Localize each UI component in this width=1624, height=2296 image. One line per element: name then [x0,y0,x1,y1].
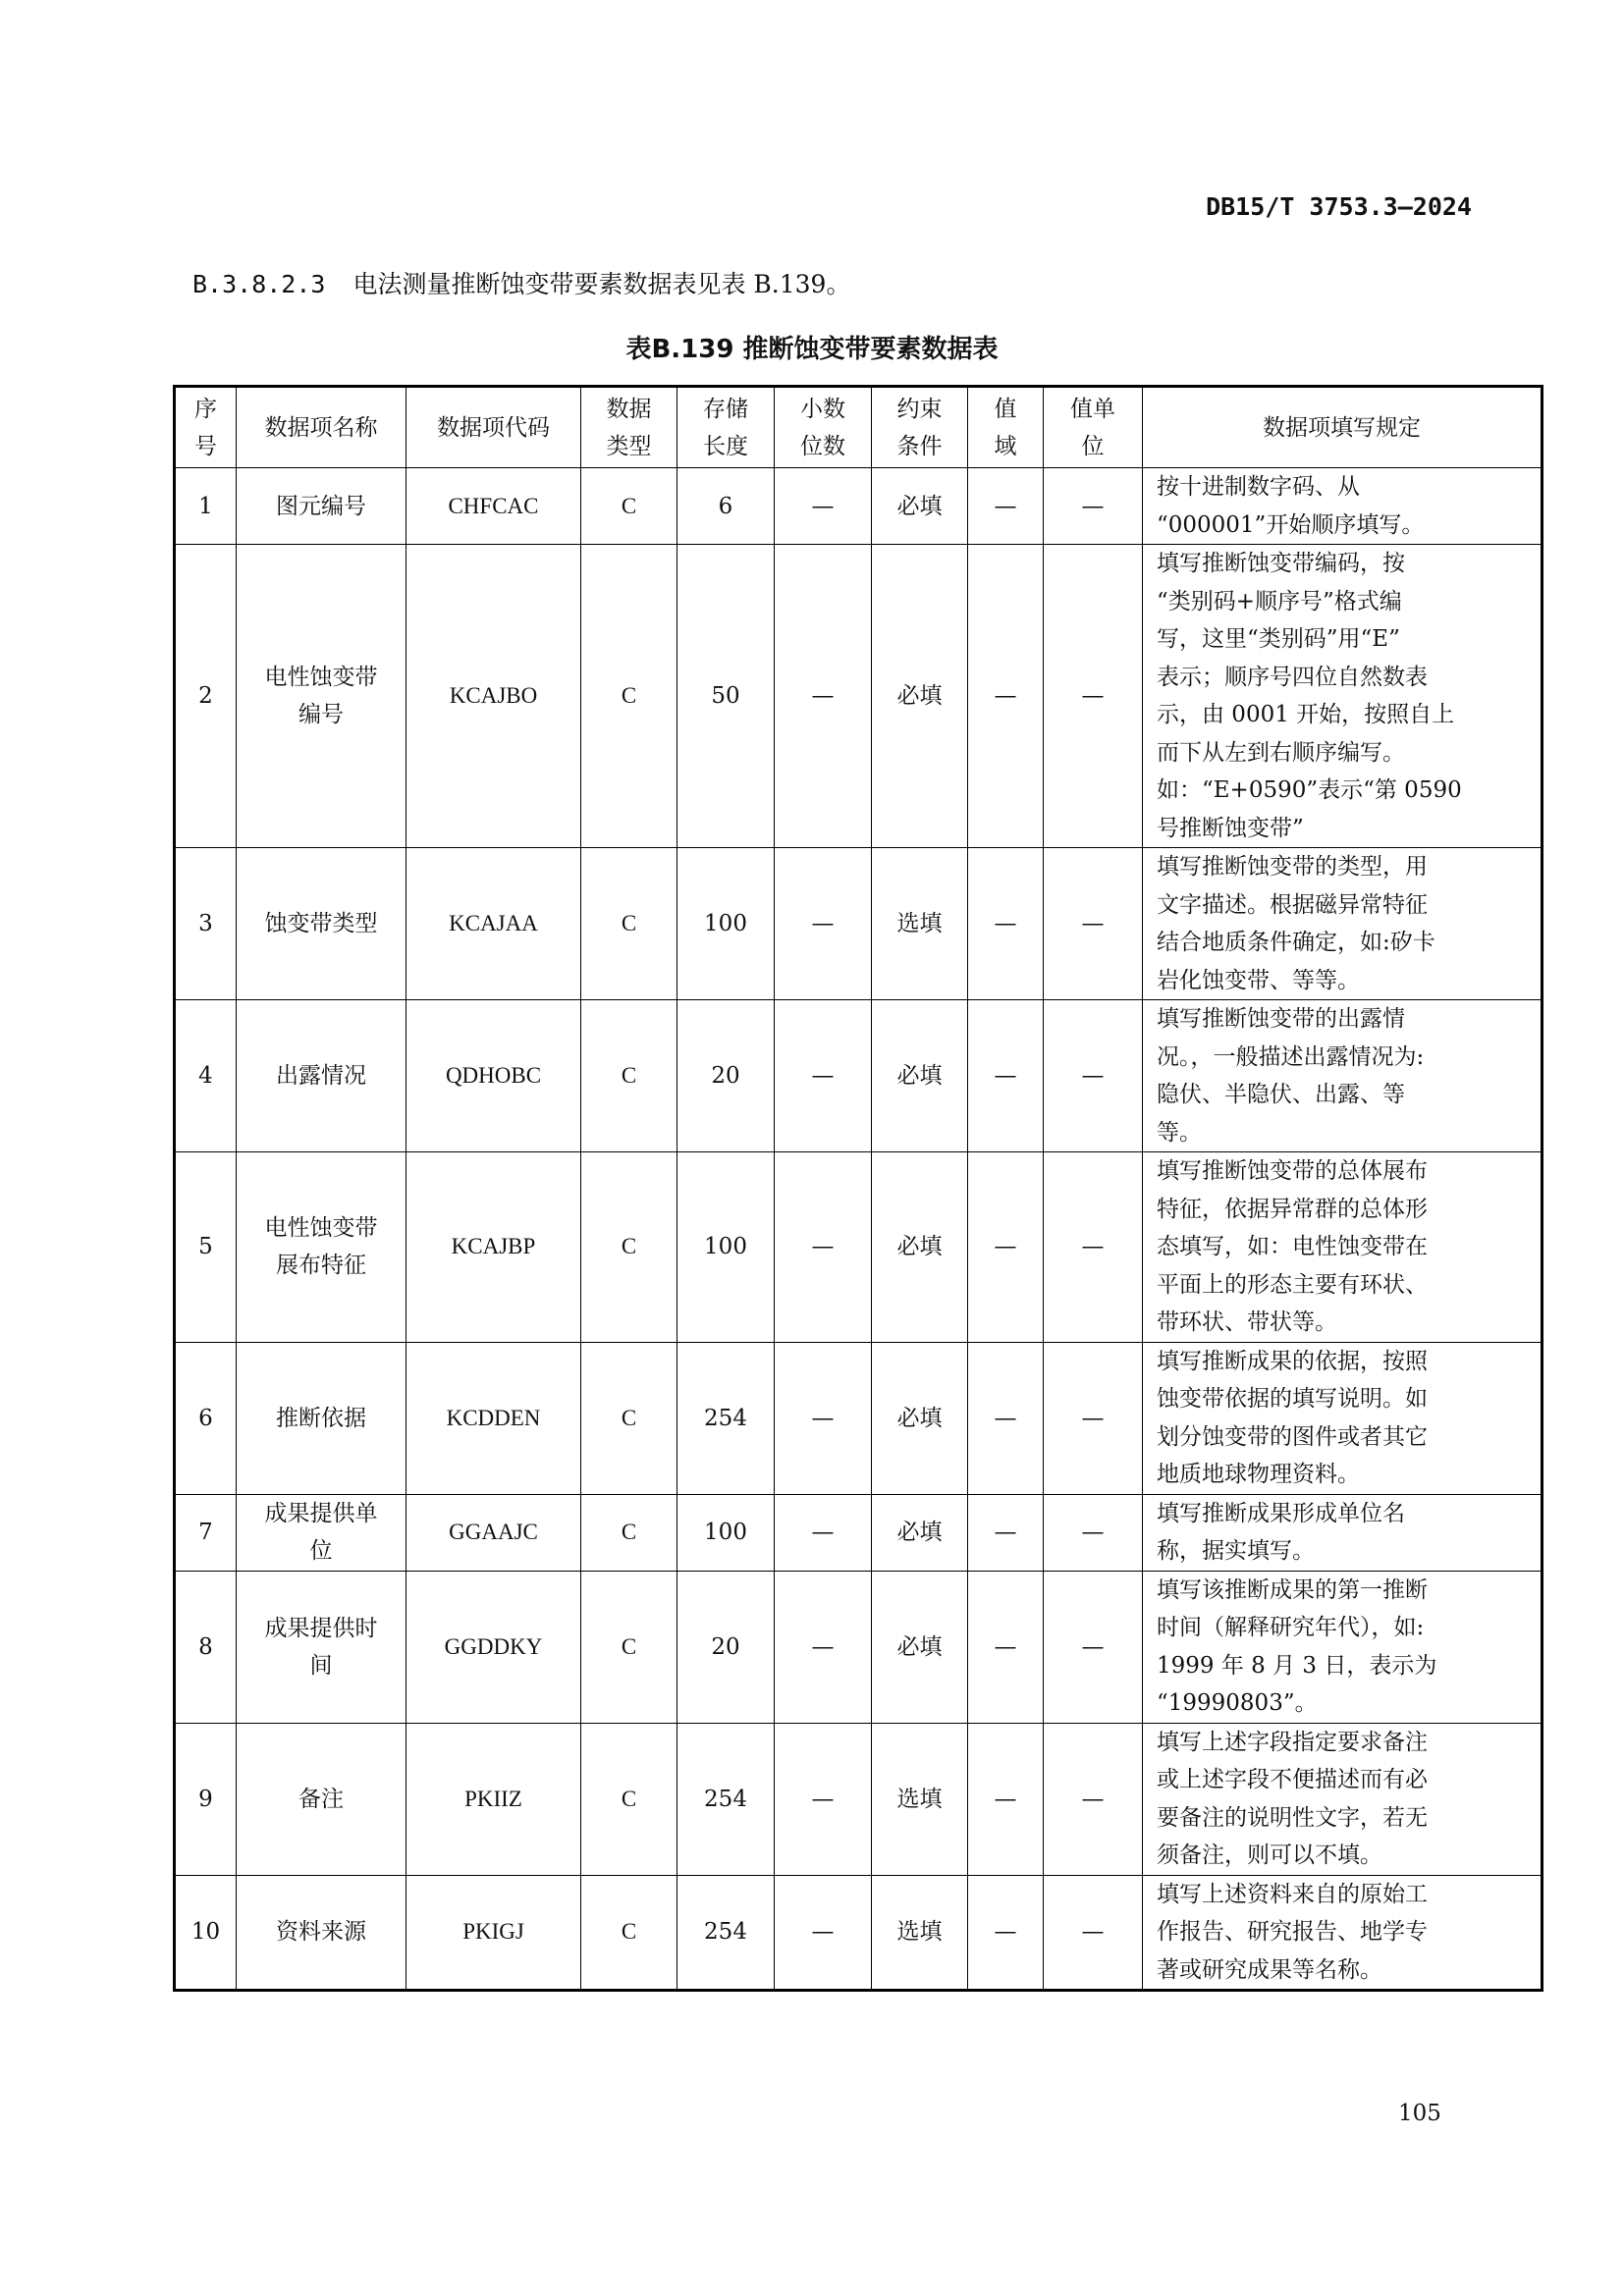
cell-unit: — [1044,1875,1143,1991]
cell-no: 3 [175,848,237,1000]
header-unit-line: 位 [1081,433,1105,459]
table-header-row [175,387,1543,468]
cell-code: PKIIZ [406,1723,581,1875]
cell-length: 254 [677,1723,775,1875]
cell-rule [1143,468,1543,545]
cell-constraint: 必填 [872,1342,968,1494]
cell-rule-line: 填写上述字段指定要求备注 [1157,1729,1428,1755]
cell-code: KCAJAA [406,848,581,1000]
table-body [175,468,1543,1991]
cell-constraint: 选填 [872,1875,968,1991]
table-row [175,1723,1543,1875]
cell-code: PKIGJ [406,1875,581,1991]
cell-domain: — [968,1342,1044,1494]
cell-decimals: — [775,1152,872,1343]
cell-name-line: 编号 [298,702,344,727]
table-row [175,468,1543,545]
header-type-line: 类型 [606,433,652,459]
cell-rule-line: 如：“E+0590”表示“第 0590 [1157,777,1462,803]
header-no-line: 序 [194,396,217,422]
cell-rule [1143,1723,1543,1875]
cell-decimals: — [775,1571,872,1723]
header-no-line: 号 [194,433,217,459]
document-code: DB15/T 3753.3—2024 [1206,192,1472,221]
cell-code: CHFCAC [406,468,581,545]
header-unit-line: 值单 [1070,396,1115,422]
clause-paragraph [192,265,850,300]
cell-code: KCAJBP [406,1152,581,1343]
cell-rule-line: 而下从左到右顺序编写。 [1157,739,1405,766]
header-constraint-line: 约束 [896,396,943,422]
header-decimals-line: 小数 [800,396,845,422]
cell-unit: — [1044,1571,1143,1723]
cell-constraint: 选填 [872,848,968,1000]
cell-length: 100 [677,1152,775,1343]
data-table [173,385,1543,1992]
cell-name-line: 备注 [298,1786,344,1812]
cell-name-line: 电性蚀变带 [264,665,378,690]
cell-unit: — [1044,468,1143,545]
cell-constraint: 必填 [872,1152,968,1343]
cell-no: 5 [175,1152,237,1343]
cell-rule-line: 填写推断蚀变带的总体展布 [1157,1158,1428,1184]
cell-rule-line: 1999 年 8 月 3 日，表示为 [1157,1652,1437,1679]
cell-rule-line: 时间（解释研究年代），如: [1157,1615,1425,1640]
cell-name [237,848,406,1000]
cell-rule-line: 要备注的说明性文字，若无 [1157,1804,1428,1831]
cell-rule-line: 填写该推断成果的第一推断 [1157,1576,1428,1603]
cell-domain: — [968,1000,1044,1152]
cell-rule-line: 填写推断蚀变带编码，按 [1157,551,1405,576]
cell-rule-line: 岩化蚀变带、等等。 [1157,967,1360,993]
page-number: 105 [1398,2101,1441,2126]
header-constraint [872,387,968,468]
cell-rule-line: 按十进制数字码、从 [1157,474,1360,500]
cell-rule-line: 填写上述资料来自的原始工 [1157,1881,1428,1907]
header-unit [1044,387,1143,468]
cell-rule-line: 蚀变带依据的填写说明。如 [1157,1386,1428,1412]
cell-rule-line: 著或研究成果等名称。 [1157,1956,1382,1983]
cell-type: C [581,1342,677,1494]
cell-constraint: 必填 [872,545,968,848]
cell-code: KCDDEN [406,1342,581,1494]
cell-length: 100 [677,848,775,1000]
cell-rule-line: 或上述字段不便描述而有必 [1157,1767,1428,1792]
cell-name [237,1571,406,1723]
header-domain [968,387,1044,468]
cell-type: C [581,848,677,1000]
cell-length: 254 [677,1342,775,1494]
cell-unit: — [1044,1723,1143,1875]
cell-domain: — [968,1723,1044,1875]
cell-rule-line: 写，这里“类别码”用“E” [1157,626,1400,652]
cell-decimals: — [775,848,872,1000]
cell-decimals: — [775,1723,872,1875]
cell-domain: — [968,1875,1044,1991]
header-name-line: 数据项名称 [264,414,378,441]
cell-name-line: 资料来源 [276,1919,366,1946]
cell-rule-line: 示，由 0001 开始，按照自上 [1157,702,1455,727]
cell-name [237,1723,406,1875]
table-row [175,1494,1543,1571]
cell-name [237,545,406,848]
cell-no: 6 [175,1342,237,1494]
cell-unit: — [1044,1000,1143,1152]
header-domain-line: 域 [994,433,1017,459]
cell-name-line: 展布特征 [276,1253,366,1279]
header-length-line: 长度 [703,433,748,459]
cell-unit: — [1044,545,1143,848]
cell-length: 20 [677,1000,775,1152]
cell-no: 2 [175,545,237,848]
cell-rule [1143,1152,1543,1343]
cell-code: QDHOBC [406,1000,581,1152]
cell-name-line: 蚀变带类型 [264,911,378,936]
cell-rule-line: 况。，一般描述出露情况为: [1157,1043,1425,1070]
cell-name [237,1875,406,1991]
cell-constraint: 选填 [872,1723,968,1875]
cell-rule-line: 隐伏、半隐伏、出露、等 [1157,1082,1405,1107]
table-row [175,848,1543,1000]
table-row [175,1152,1543,1343]
cell-rule [1143,545,1543,848]
cell-name-line: 电性蚀变带 [264,1215,378,1242]
table-row [175,1000,1543,1152]
cell-type: C [581,1723,677,1875]
cell-unit: — [1044,1494,1143,1571]
cell-unit: — [1044,1152,1143,1343]
cell-name [237,1494,406,1571]
cell-name-line: 位 [309,1538,333,1564]
cell-code: GGAAJC [406,1494,581,1571]
cell-name [237,1000,406,1152]
cell-rule [1143,1875,1543,1991]
cell-rule [1143,848,1543,1000]
cell-rule-line: 态填写，如：电性蚀变带在 [1157,1234,1428,1259]
cell-domain: — [968,468,1044,545]
cell-no: 9 [175,1723,237,1875]
cell-rule-line: 等。 [1157,1119,1202,1146]
clause-text: 电法测量推断蚀变带要素数据表见表 B.139。 [352,270,851,298]
cell-no: 8 [175,1571,237,1723]
cell-decimals: — [775,1494,872,1571]
cell-name-line: 出露情况 [276,1063,366,1089]
header-code-line: 数据项代码 [437,414,550,441]
cell-rule-line: “类别码+顺序号”格式编 [1157,588,1402,614]
cell-name [237,1152,406,1343]
cell-type: C [581,1152,677,1343]
cell-domain: — [968,1571,1044,1723]
cell-rule-line: 划分蚀变带的图件或者其它 [1157,1423,1428,1450]
cell-unit: — [1044,1342,1143,1494]
cell-rule [1143,1000,1543,1152]
cell-rule-line: 填写推断成果的依据，按照 [1157,1348,1428,1374]
table-row [175,1342,1543,1494]
header-constraint-line: 条件 [896,433,943,459]
table-row [175,1875,1543,1991]
cell-name-line: 成果提供单 [264,1501,378,1526]
cell-rule-line: 称，据实填写。 [1157,1538,1315,1564]
cell-rule-line: 带环状、带状等。 [1157,1309,1337,1335]
cell-name-line: 图元编号 [276,493,366,519]
cell-type: C [581,1494,677,1571]
cell-name-line: 成果提供时 [264,1615,378,1641]
cell-constraint: 必填 [872,1000,968,1152]
cell-type: C [581,468,677,545]
cell-code: GGDDKY [406,1571,581,1723]
header-length [677,387,775,468]
cell-rule-line: 地质地球物理资料。 [1157,1462,1360,1487]
cell-length: 100 [677,1494,775,1571]
cell-length: 50 [677,545,775,848]
cell-rule-line: 填写推断蚀变带的类型，用 [1157,854,1428,880]
cell-rule-line: 填写推断蚀变带的出露情 [1157,1006,1405,1032]
cell-rule-line: 结合地质条件确定，如:矽卡 [1157,930,1435,955]
cell-domain: — [968,1494,1044,1571]
header-type [581,387,677,468]
cell-rule-line: 特征，依据异常群的总体形 [1157,1196,1428,1222]
cell-length: 6 [677,468,775,545]
cell-name [237,468,406,545]
cell-domain: — [968,545,1044,848]
header-length-line: 存储 [703,396,748,422]
cell-decimals: — [775,468,872,545]
cell-type: C [581,1000,677,1152]
cell-constraint: 必填 [872,1571,968,1723]
cell-rule-line: 作报告、研究报告、地学专 [1157,1919,1428,1945]
cell-no: 1 [175,468,237,545]
header-rule-line: 数据项填写规定 [1263,414,1421,441]
cell-decimals: — [775,1875,872,1991]
cell-rule [1143,1342,1543,1494]
header-code [406,387,581,468]
cell-decimals: — [775,1342,872,1494]
cell-code: KCAJBO [406,545,581,848]
cell-domain: — [968,848,1044,1000]
cell-constraint: 必填 [872,468,968,545]
cell-length: 254 [677,1875,775,1991]
cell-rule-line: 填写推断成果形成单位名 [1157,1500,1405,1526]
cell-name-line: 推断依据 [276,1405,366,1431]
cell-unit: — [1044,848,1143,1000]
cell-rule-line: 表示；顺序号四位自然数表 [1157,664,1428,690]
table-row [175,545,1543,848]
header-decimals-line: 位数 [800,433,845,459]
cell-constraint: 必填 [872,1494,968,1571]
cell-name [237,1342,406,1494]
cell-type: C [581,1571,677,1723]
cell-decimals: — [775,1000,872,1152]
cell-rule-line: “000001”开始顺序填写。 [1157,511,1425,538]
header-decimals [775,387,872,468]
cell-rule-line: 须备注，则可以不填。 [1157,1842,1382,1868]
cell-type: C [581,1875,677,1991]
cell-domain: — [968,1152,1044,1343]
header-rule [1143,387,1543,468]
cell-rule-line: 平面上的形态主要有环状、 [1157,1271,1428,1298]
cell-length: 20 [677,1571,775,1723]
cell-no: 10 [175,1875,237,1991]
cell-rule-line: 号推断蚀变带” [1157,815,1304,841]
header-type-line: 数据 [606,396,652,422]
cell-no: 4 [175,1000,237,1152]
header-domain-line: 值 [994,396,1017,422]
cell-type: C [581,545,677,848]
clause-number: B.3.8.2.3 [192,270,326,298]
table-caption: 表B.139 推断蚀变带要素数据表 [625,335,999,364]
cell-name-line: 间 [309,1652,333,1679]
cell-rule [1143,1571,1543,1723]
table-row [175,1571,1543,1723]
cell-rule-line: 文字描述。根据磁异常特征 [1157,891,1428,918]
cell-rule-line: “19990803”。 [1157,1690,1318,1716]
cell-decimals: — [775,545,872,848]
header-no [175,387,237,468]
cell-no: 7 [175,1494,237,1571]
header-name [237,387,406,468]
cell-rule [1143,1494,1543,1571]
